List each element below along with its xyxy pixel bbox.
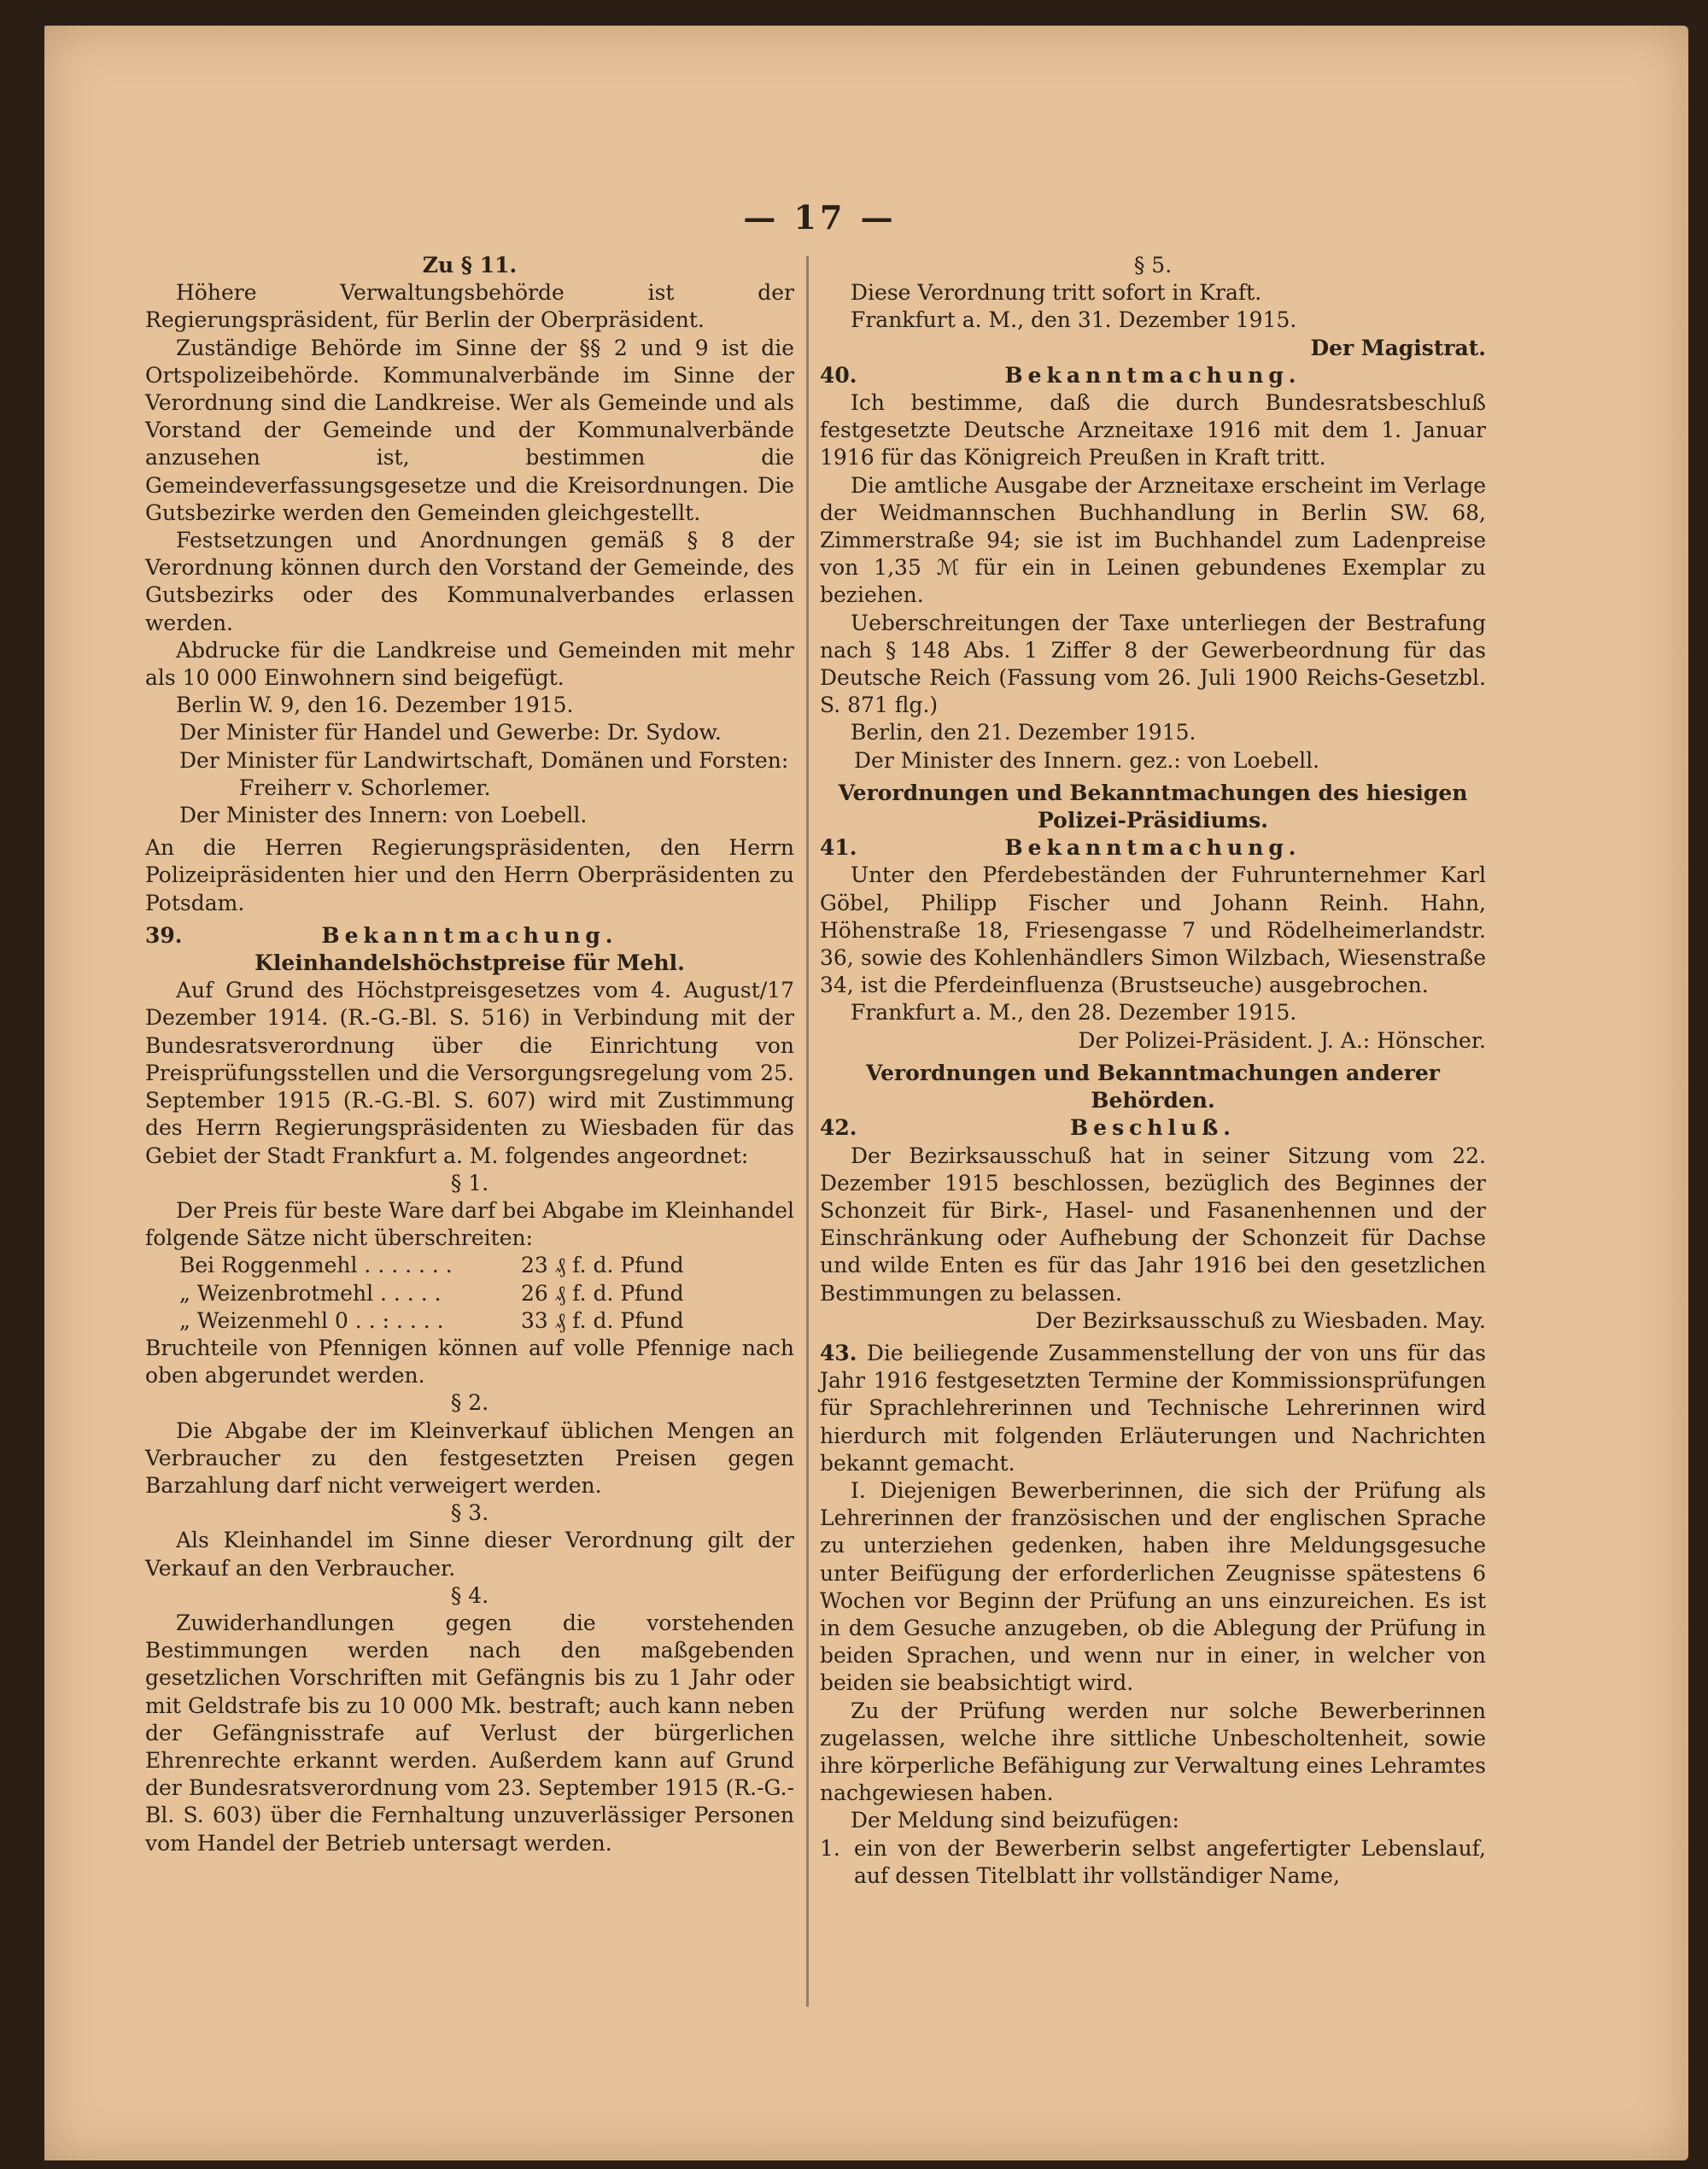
date-line: Berlin, den 21. Dezember 1915. [851,720,1196,745]
paragraph: Unter den Pferdebeständen der Fuhrunternehmer Karl Göbel, Philipp Fischer und Johann Reinh. Hahn, Höhenstraße 18, Friesengasse 7 und Rödelheimerlandstr. 36, sowie des Kohlenhändlers Simon Wilzbach, Wiesenstraße 34, ist die Pferdeinfluenza (Brustseuche) ausgebrochen. [820,862,1486,998]
section-heading: § 5. [1133,253,1173,278]
notice-title: Beschluß. [1070,1115,1236,1141]
section-heading: Verordnungen und Bekanntmachungen des hiesigen Polizei-Präsidiums. [838,780,1468,833]
paragraph: Festsetzungen und Anordnungen gemäß § 8 der Verordnung können durch den Vorstand der Gemeinde, des Gutsbezirks oder des Kommunalverbandes erlassen werden. [145,528,794,635]
notice-41-header [820,834,1486,862]
signature: Der Minister des Innern. gez.: von Loebell. [854,747,1320,773]
paragraph: Bruchteile von Pfennigen können auf volle Pfennige nach oben abgerundet werden. [145,1335,794,1389]
signature: Der Magistrat. [1310,335,1486,360]
notice-text: Die beiliegende Zusammenstellung der von uns für das Jahr 1916 festgesetzten Termine der Kommissionsprüfungen für Sprachlehrerinnen und Technische Lehrerinnen wird hierdurch mit folgenden Erläuterungen und Nachrichten bekannt gemacht. [820,1340,1486,1476]
date-line: Berlin W. 9, den 16. Dezember 1915. [176,693,574,718]
paragraph: Die amtliche Ausgabe der Arzneitaxe erscheint im Verlage der Weidmannschen Buchhandlung in Berlin SW. 68, Zimmerstraße 94; sie ist im Buchhandel zum Ladenpreise von 1,35 ℳ für ein in Leinen gebundenes Exemplar zu beziehen. [820,472,1486,608]
notice-39-header [145,922,794,950]
list-item-text: ein von der Bewerberin selbst angefertigter Lebenslauf, auf dessen Titelblatt ihr vollständiger Name, [854,1835,1486,1888]
page-number: — 17 — [743,198,897,237]
signature: Der Minister für Landwirtschaft, Domänen und Forsten: [179,747,789,773]
price-row [145,1252,794,1279]
price-item: „ Weizenbrotmehl . . . . . [179,1280,442,1306]
paragraph: Der Meldung sind beizufügen: [851,1808,1179,1833]
price-item: Bei Roggenmehl . . . . . . . [179,1253,453,1278]
paragraph: Auf Grund des Höchstpreisgesetzes vom 4. August/17 Dezember 1914. (R.-G.-Bl. S. 516) in Verbindung mit der Bundesratsverordnung über die Einrichtung von Preisprüfungsstellen und die Versorgungsregelung vom 25. September 1915 (R.-G.-Bl. S. 607) wird mit Zustimmung des Herrn Regierungspräsidenten zu Wiesbaden für das Gebiet der Stadt Frankfurt a. M. folgendes angeordnet: [145,978,794,1168]
signature: Der Minister des Innern: von Loebell. [179,803,588,828]
column-divider [806,256,809,2007]
notice-number: 41. [820,835,857,861]
notice-40-header [820,362,1486,389]
notice-number: 40. [820,362,857,388]
notice-42-header [820,1114,1486,1142]
paragraph: Der Preis für beste Ware darf bei Abgabe im Kleinhandel folgende Sätze nicht überschreiten: [145,1197,794,1251]
signature: Der Polizei-Präsident. J. A.: Hönscher. [1078,1027,1486,1053]
section-heading: Verordnungen und Bekanntmachungen anderer Behörden. [866,1060,1440,1114]
paragraph: Als Kleinhandel im Sinne dieser Verordnung gilt der Verkauf an den Verbraucher. [145,1528,794,1581]
signature: Der Minister für Handel und Gewerbe: Dr. Sydow. [179,720,722,745]
notice-title: Bekanntmachung. [321,922,618,948]
paragraph: Ich bestimme, daß die durch Bundesratsbeschluß festgesetzte Deutsche Arzneitaxe 1916 mit dem 1. Januar 1916 für das Königreich Preußen in Kraft tritt. [820,390,1486,471]
section-heading: § 4. [450,1582,489,1608]
paragraph: Die Abgabe der im Kleinverkauf üblichen Mengen an Verbraucher zu den festgesetzten Preisen gegen Barzahlung darf nicht verweigert werden. [145,1418,794,1498]
left-column [145,252,794,1857]
address: An die Herren Regierungspräsidenten, den Herrn Polizeipräsidenten hier und den Herrn Oberpräsidenten zu Potsdam. [145,835,794,915]
notice-number: 42. [820,1115,857,1141]
notice-title: Bekanntmachung. [1004,362,1301,388]
signature: Der Bezirksausschuß zu Wiesbaden. May. [1035,1307,1486,1333]
notice-number: 43. [820,1340,857,1365]
list-item [820,1835,1486,1890]
price-value: 26 ₰ f. d. Pfund [521,1280,684,1306]
paragraph: Der Bezirksausschuß hat in seiner Sitzung vom 22. Dezember 1915 beschlossen, bezüglich des Beginnes der Schonzeit für Birk-, Hasel- und Fasanenhennen und der Einschränkung oder Aufhebung der Schonzeit für Dachse und wilde Enten es für das Jahr 1916 bei den gesetzlichen Bestimmungen zu belassen. [820,1143,1486,1306]
date-line: Frankfurt a. M., den 28. Dezember 1915. [851,1000,1297,1026]
paragraph [820,1340,1486,1477]
signature: Freiherr v. Schorlemer. [239,775,491,800]
price-value: 33 ₰ f. d. Pfund [521,1307,684,1333]
paragraph: Zu der Prüfung werden nur solche Bewerberinnen zugelassen, welche ihre sittliche Unbescholtenheit, sowie ihre körperliche Befähigung zur Verwaltung eines Lehramtes nachgewiesen haben. [820,1698,1486,1806]
paragraph: Ueberschreitungen der Taxe unterliegen der Bestrafung nach § 148 Abs. 1 Ziffer 8 der Gewerbeordnung für das Deutsche Reich (Fassung vom 26. Juli 1900 Reichs-Gesetzbl. S. 871 flg.) [820,610,1486,718]
price-row [145,1307,794,1335]
notice-subtitle: Kleinhandelshöchstpreise für Mehl. [254,950,685,976]
price-value: 23 ₰ f. d. Pfund [521,1253,684,1278]
paragraph: Zuständige Behörde im Sinne der §§ 2 und 9 ist die Ortspolizeibehörde. Kommunalverbände im Sinne der Verordnung sind die Landkreise. Wer als Gemeinde und als Vorstand der Gemeinde und der Kommunalverbände anzusehen ist, bestimmen die Gemeindeverfassungsgesetze und die Kreisordnungen. Die Gutsbezirke werden den Gemeinden gleichgestellt. [145,335,794,525]
section-heading: § 1. [450,1170,489,1196]
price-row [145,1280,794,1307]
list-item-number: 1. [820,1835,840,1861]
date-line: Frankfurt a. M., den 31. Dezember 1915. [851,307,1297,333]
section-heading: § 3. [450,1500,489,1526]
price-item: „ Weizenmehl 0 . . : . . . . [179,1307,444,1333]
notice-title: Bekanntmachung. [1004,835,1301,861]
paragraph: Diese Verordnung tritt sofort in Kraft. [851,280,1262,306]
right-column [820,252,1486,1890]
paragraph: Abdrucke für die Landkreise und Gemeinden mit mehr als 10 000 Einwohnern sind beigefügt. [145,637,794,691]
section-heading: § 2. [450,1390,489,1416]
paragraph: Zuwiderhandlungen gegen die vorstehenden Bestimmungen werden nach den maßgebenden gesetzlichen Vorschriften mit Gefängnis bis zu 1 Jahr oder mit Geldstrafe bis zu 10 000 Mk. bestraft; auch kann neben der Gefängnisstrafe auf Verlust der bürgerlichen Ehrenrechte erkannt werden. Außerdem kann auf Grund der Bundesratsverordnung vom 23. September 1915 (R.-G.-Bl. S. 603) über die Fernhaltung unzuverlässiger Personen vom Handel der Betrieb untersagt werden. [145,1610,794,1856]
section-heading: Zu § 11. [422,253,518,278]
notice-number: 39. [145,922,183,948]
paragraph: Höhere Verwaltungsbehörde ist der Regierungspräsident, für Berlin der Oberpräsident. [145,280,794,333]
paragraph: I. Diejenigen Bewerberinnen, die sich der Prüfung als Lehrerinnen der französischen und der englischen Sprache zu unterziehen gedenken, haben ihre Meldungsgesuche unter Beifügung der erforderlichen Zeugnisse spätestens 6 Wochen vor Beginn der Prüfung an uns einzureichen. Es ist in dem Gesuche anzugeben, ob die Ablegung der Prüfung in beiden Sprachen, und wenn nur in einer, in welcher von beiden sie beabsichtigt wird. [820,1477,1486,1696]
